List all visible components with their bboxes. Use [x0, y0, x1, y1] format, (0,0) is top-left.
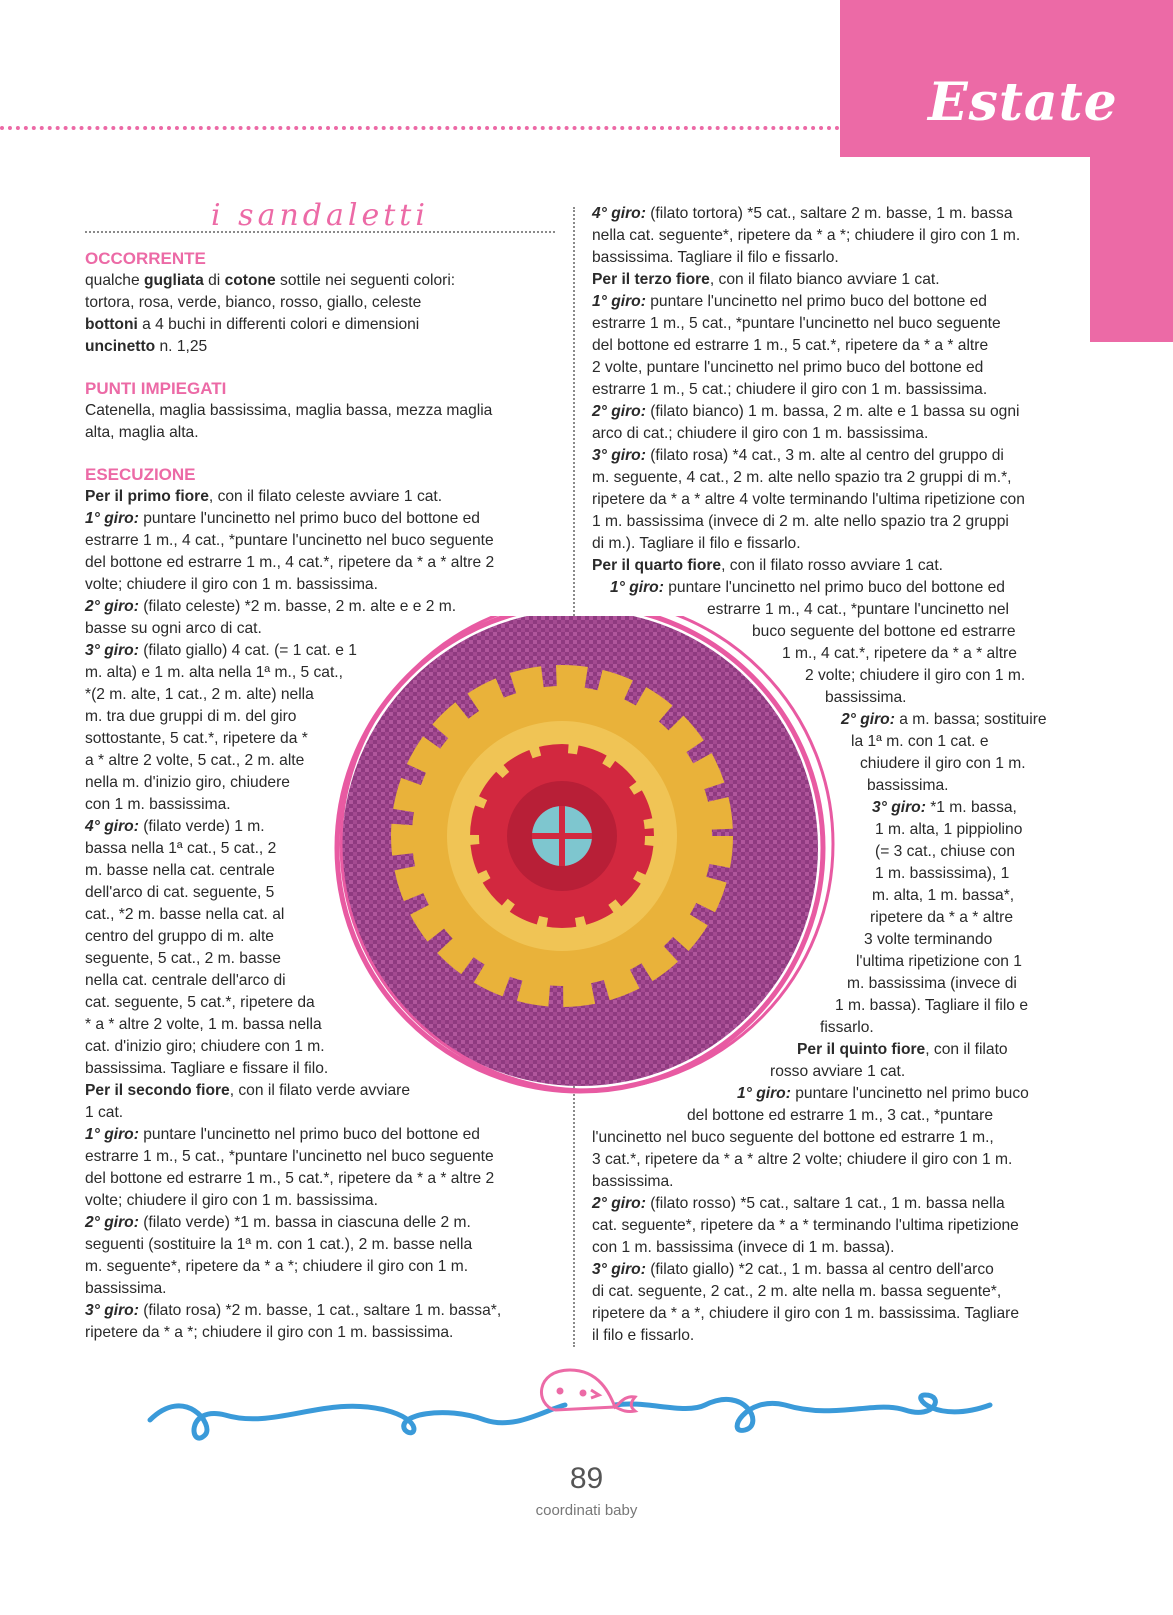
- step-line: del bottone ed estrarre 1 m., 4 cat.*, ripetere da * a * altre 2: [85, 554, 495, 571]
- step-line: 2° giro: (filato rosso) *5 cat., saltare 1 cat., 1 m. bassa nella: [592, 1195, 1005, 1212]
- step-line: 1 m. bassissima (invece di 2 m. alte nello spazio tra 2 gruppi: [592, 513, 1009, 530]
- season-tab-side: [1090, 157, 1173, 342]
- step-line: nella cat. seguente*, ripetere da * a *; chiudere il giro con 1 m.: [592, 227, 1021, 244]
- step-line: 2° giro: (filato verde) *1 m. bassa in ciascuna delle 2 m.: [85, 1214, 471, 1231]
- step-line: del bottone ed estrarre 1 m., 3 cat., *puntare: [687, 1107, 993, 1124]
- second-flower-intro: Per il secondo fiore, con il filato verde avviare: [85, 1082, 410, 1099]
- step-line: nella m. d'inizio giro, chiudere: [85, 774, 290, 791]
- step-line: di m.). Tagliare il filo e fissarlo.: [592, 535, 801, 552]
- step-line: cat. d'inizio giro; chiudere con 1 m.: [85, 1038, 325, 1055]
- step-line: 3° giro: *1 m. bassa,: [872, 799, 1017, 816]
- esecuzione-heading: ESECUZIONE: [85, 465, 196, 484]
- fifth-flower-intro: Per il quinto fiore, con il filato: [797, 1041, 1008, 1058]
- occorrente-line-4: uncinetto n. 1,25: [85, 338, 208, 355]
- step-line: *(2 m. alte, 1 cat., 2 m. alte) nella: [85, 686, 314, 703]
- step-line: estrarre 1 m., 5 cat.; chiudere il giro con 1 m. bassissima.: [592, 381, 988, 398]
- step-line: a * altre 2 volte, 5 cat., 2 m. alte: [85, 752, 305, 769]
- step-line: 1° giro: puntare l'uncinetto nel primo buco: [737, 1085, 1029, 1102]
- step-line: ripetere da * a * altre: [870, 909, 1014, 926]
- step-line: bassissima.: [825, 689, 907, 706]
- step-line: 1 m. bassissima), 1: [875, 865, 1010, 882]
- step-line: centro del gruppo di m. alte: [85, 928, 274, 945]
- step-line: m. seguente*, ripetere da * a *; chiudere il giro con 1 m.: [85, 1258, 469, 1275]
- step-line: 2° giro: (filato bianco) 1 m. bassa, 2 m. alte e 1 bassa su ogni: [592, 403, 1020, 420]
- title-dotted-rule: [85, 231, 555, 233]
- page-number: 89: [569, 1462, 604, 1495]
- step-line: 1 m. bassa). Tagliare il filo e: [835, 997, 1028, 1014]
- occorrente-heading: OCCORRENTE: [85, 249, 206, 268]
- step-line: buco seguente del bottone ed estrarre: [752, 623, 1016, 640]
- step-line: rosso avviare 1 cat.: [770, 1063, 906, 1080]
- step-line: cat. seguente*, ripetere da * a * terminando l'ultima ripetizione: [592, 1217, 1019, 1234]
- step-line: estrarre 1 m., 4 cat., *puntare l'uncinetto nel buco seguente: [85, 532, 494, 549]
- step-line: nella cat. centrale dell'arco di: [85, 972, 286, 989]
- step-line: cat., *2 m. basse nella cat. al: [85, 906, 285, 923]
- step-line: bassissima.: [592, 1173, 674, 1190]
- step-line: * a * altre 2 volte, 1 m. bassa nella: [85, 1016, 322, 1033]
- punti-line-2: alta, maglia alta.: [85, 424, 199, 441]
- step-line: 1° giro: puntare l'uncinetto nel primo buco del bottone ed: [85, 1126, 480, 1143]
- step-line: m. alta) e 1 m. alta nella 1ª m., 5 cat.,: [85, 664, 343, 681]
- step-line: volte; chiudere il giro con 1 m. bassissima.: [85, 576, 378, 593]
- step-line: estrarre 1 m., 5 cat., *puntare l'uncinetto nel buco seguente: [85, 1148, 494, 1165]
- right-column: [592, 203, 1047, 1347]
- step-line: arco di cat.; chiudere il giro con 1 m. bassissima.: [592, 425, 929, 442]
- step-line: 1° giro: puntare l'uncinetto nel primo buco del bottone ed: [85, 510, 480, 527]
- step-line: 2° giro: a m. bassa; sostituire: [841, 711, 1047, 728]
- step-line: 1 m. alta, 1 pippiolino: [875, 821, 1023, 838]
- step-line: del bottone ed estrarre 1 m., 5 cat.*, ripetere da * a * altre 2: [85, 1170, 495, 1187]
- step-line: m. basse nella cat. centrale: [85, 862, 275, 879]
- step-line: con 1 m. bassissima.: [85, 796, 231, 813]
- step-line: la 1ª m. con 1 cat. e: [851, 733, 989, 750]
- occorrente-line-1: qualche gugliata di cotone sottile nei seguenti colori:: [85, 272, 456, 289]
- step-line: fissarlo.: [820, 1019, 874, 1036]
- step-line: m. alta, 1 m. bassa*,: [872, 887, 1015, 904]
- step-line: 3° giro: (filato giallo) 4 cat. (= 1 cat. e 1: [85, 642, 357, 659]
- occorrente-line-2: tortora, rosa, verde, bianco, rosso, giallo, celeste: [85, 294, 422, 311]
- step-line: l'uncinetto nel buco seguente del bottone ed estrarre 1 m.,: [592, 1129, 994, 1146]
- top-dotted-rule: [0, 126, 840, 130]
- step-line: m. seguente, 4 cat., 2 m. alte nello spazio tra 2 gruppi di m.*,: [592, 469, 1012, 486]
- step-line: chiudere il giro con 1 m.: [860, 755, 1026, 772]
- fourth-flower-intro: Per il quarto fiore, con il filato rosso avviare 1 cat.: [592, 557, 943, 574]
- step-line: 2° giro: (filato celeste) *2 m. basse, 2 m. alte e e 2 m.: [85, 598, 457, 615]
- punti-line-1: Catenella, maglia bassissima, maglia bassa, mezza maglia: [85, 402, 493, 419]
- step-line: seguenti (sostituire la 1ª m. con 1 cat.), 2 m. basse nella: [85, 1236, 473, 1253]
- step-line: 4° giro: (filato tortora) *5 cat., saltare 2 m. basse, 1 m. bassa: [592, 205, 1013, 222]
- step-line: bassissima.: [867, 777, 949, 794]
- wave-decoration: [145, 1365, 995, 1455]
- step-line: 2 volte, puntare l'uncinetto nel primo buco del bottone ed: [592, 359, 984, 376]
- punti-heading: PUNTI IMPIEGATI: [85, 379, 227, 398]
- step-line: sottostante, 5 cat.*, ripetere da *: [85, 730, 308, 747]
- step-line: 3 volte terminando: [864, 931, 993, 948]
- step-line: volte; chiudere il giro con 1 m. bassissima.: [85, 1192, 378, 1209]
- third-flower-intro: Per il terzo fiore, con il filato bianco avviare 1 cat.: [592, 271, 940, 288]
- step-line: 4° giro: (filato verde) 1 m.: [85, 818, 265, 835]
- step-line: seguente, 5 cat., 2 m. basse: [85, 950, 281, 967]
- article-title: i sandaletti: [211, 198, 429, 233]
- step-line: 1 m., 4 cat.*, ripetere da * a * altre: [782, 645, 1017, 662]
- step-line: ripetere da * a * altre 4 volte terminando l'ultima ripetizione con: [592, 491, 1025, 508]
- step-line: estrarre 1 m., 4 cat., *puntare l'uncinetto nel: [707, 601, 1010, 618]
- step-line: 3° giro: (filato giallo) *2 cat., 1 m. bassa al centro dell'arco: [592, 1261, 994, 1278]
- step-line: basse su ogni arco di cat.: [85, 620, 262, 637]
- step-line: il filo e fissarlo.: [592, 1327, 695, 1344]
- step-line: 3 cat.*, ripetere da * a * altre 2 volte; chiudere il giro con 1 m.: [592, 1151, 1013, 1168]
- step-line: estrarre 1 m., 5 cat., *puntare l'uncinetto nel buco seguente: [592, 315, 1001, 332]
- step-line: m. bassissima (invece di: [847, 975, 1017, 992]
- step-line: bassissima. Tagliare il filo e fissarlo.: [592, 249, 839, 266]
- publication-name: coordinati baby: [535, 1502, 638, 1519]
- step-line: 3° giro: (filato rosa) *2 m. basse, 1 cat., saltare 1 m. bassa*,: [85, 1302, 502, 1319]
- step-line: ripetere da * a *, chiudere il giro con 1 m. bassissima. Tagliare: [592, 1305, 1020, 1322]
- step-line: ripetere da * a *; chiudere il giro con 1 m. bassissima.: [85, 1324, 454, 1341]
- step-line: 2 volte; chiudere il giro con 1 m.: [805, 667, 1026, 684]
- step-line: l'ultima ripetizione con 1: [856, 953, 1022, 970]
- step-line: 1 cat.: [85, 1104, 124, 1121]
- step-line: bassissima. Tagliare e fissare il filo.: [85, 1060, 329, 1077]
- step-line: 3° giro: (filato rosa) *4 cat., 3 m. alte al centro del gruppo di: [592, 447, 1004, 464]
- season-title: Estate: [928, 72, 1118, 133]
- step-line: di cat. seguente, 2 cat., 2 m. alte nella m. bassa seguente*,: [592, 1283, 1002, 1300]
- step-line: 1° giro: puntare l'uncinetto nel primo buco del bottone ed: [610, 579, 1005, 596]
- step-line: bassissima.: [85, 1280, 167, 1297]
- step-line: 1° giro: puntare l'uncinetto nel primo buco del bottone ed: [592, 293, 987, 310]
- step-line: bassa nella 1ª cat., 5 cat., 2: [85, 840, 277, 857]
- step-line: cat. seguente, 5 cat.*, ripetere da: [85, 994, 315, 1011]
- first-flower-intro: Per il primo fiore, con il filato celeste avviare 1 cat.: [85, 488, 443, 505]
- step-line: dell'arco di cat. seguente, 5: [85, 884, 275, 901]
- step-line: m. tra due gruppi di m. del giro: [85, 708, 297, 725]
- step-line: del bottone ed estrarre 1 m., 5 cat.*, ripetere da * a * altre: [592, 337, 989, 354]
- step-line: (= 3 cat., chiuse con: [875, 843, 1015, 860]
- occorrente-line-3: bottoni a 4 buchi in differenti colori e dimensioni: [85, 316, 420, 333]
- step-line: con 1 m. bassissima (invece di 1 m. bassa).: [592, 1239, 895, 1256]
